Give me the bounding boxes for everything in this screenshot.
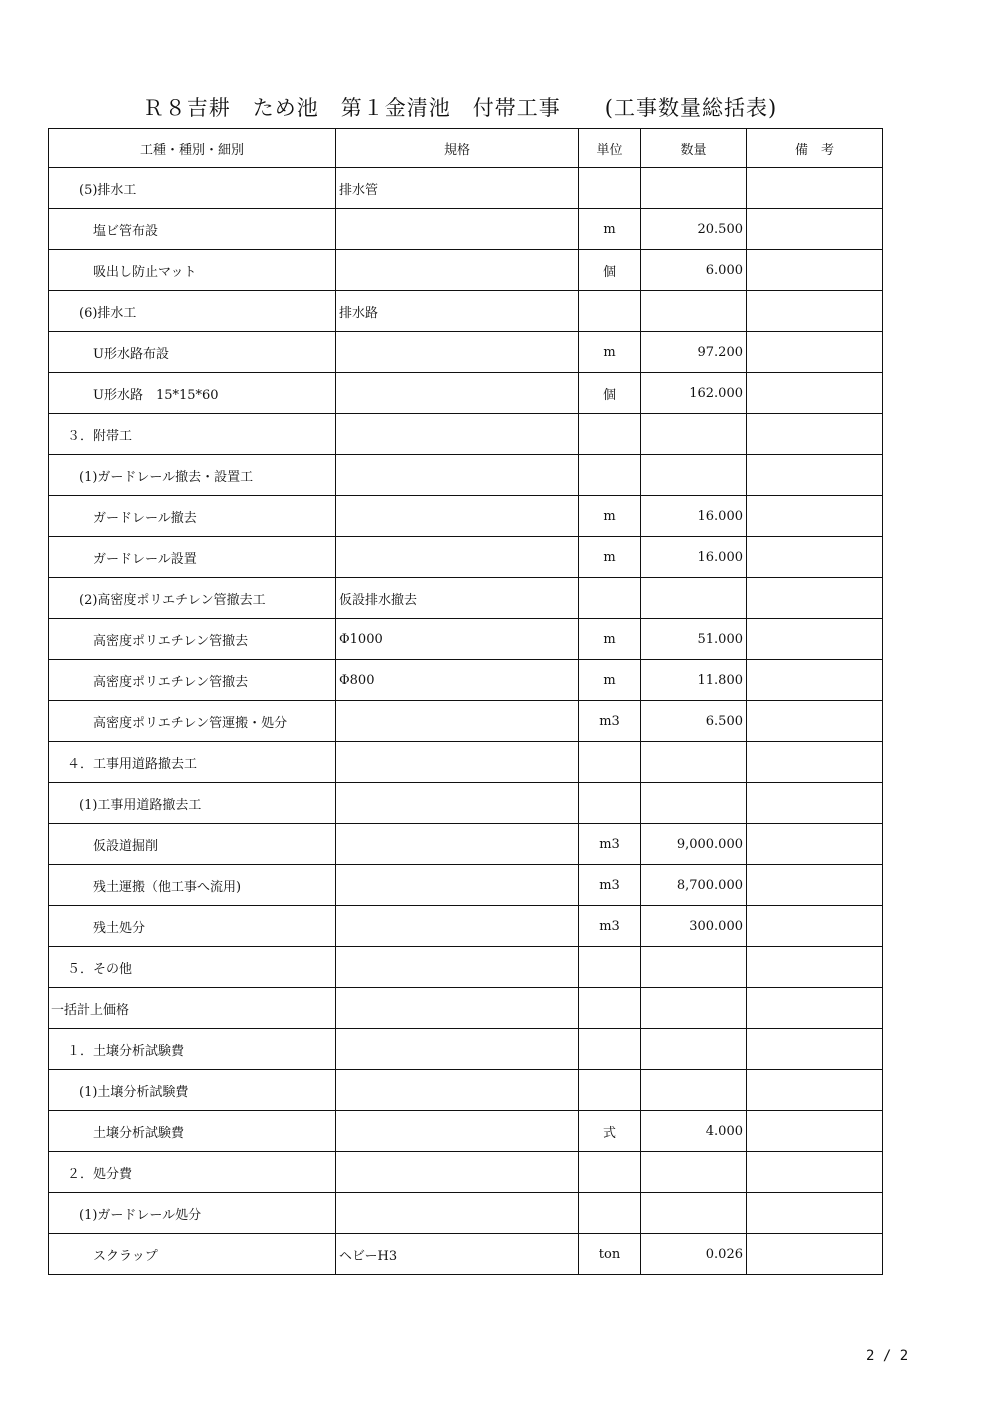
- cell-qty: 97.200: [641, 332, 747, 373]
- cell-unit: [579, 455, 641, 496]
- cell-note: [747, 1234, 883, 1275]
- table-row: [49, 619, 883, 660]
- table-row: [49, 988, 883, 1029]
- document-title: Ｒ８吉耕 ため池 第１金清池 付帯工事 (工事数量総括表): [142, 96, 778, 120]
- table-row: [49, 455, 883, 496]
- cell-item: ４．工事用道路撤去工: [49, 742, 336, 783]
- cell-spec: [336, 209, 579, 250]
- cell-spec: [336, 1193, 579, 1234]
- cell-item: 一括計上価格: [49, 988, 336, 1029]
- cell-spec: [336, 1111, 579, 1152]
- cell-item: 高密度ポリエチレン管運搬・処分: [49, 701, 336, 742]
- cell-qty: [641, 783, 747, 824]
- table-row: [49, 1070, 883, 1111]
- cell-unit: [579, 1152, 641, 1193]
- cell-spec: [336, 988, 579, 1029]
- cell-qty: [641, 455, 747, 496]
- cell-unit: 個: [579, 250, 641, 291]
- cell-item: (6)排水工: [49, 291, 336, 332]
- table-row: [49, 660, 883, 701]
- cell-qty: [641, 168, 747, 209]
- cell-qty: [641, 1193, 747, 1234]
- cell-note: [747, 947, 883, 988]
- cell-note: [747, 865, 883, 906]
- cell-qty: 20.500: [641, 209, 747, 250]
- table-body: [49, 168, 883, 1275]
- table-row: [49, 332, 883, 373]
- cell-spec: [336, 537, 579, 578]
- cell-spec: [336, 1029, 579, 1070]
- cell-spec: [336, 865, 579, 906]
- table-row: [49, 496, 883, 537]
- table-row: [49, 865, 883, 906]
- cell-unit: ton: [579, 1234, 641, 1275]
- cell-unit: 個: [579, 373, 641, 414]
- cell-unit: [579, 578, 641, 619]
- page-number: 2 / 2: [866, 1348, 909, 1364]
- cell-spec: [336, 1070, 579, 1111]
- header-unit: 単位: [579, 129, 641, 168]
- cell-unit: [579, 988, 641, 1029]
- cell-note: [747, 250, 883, 291]
- cell-note: [747, 906, 883, 947]
- table-row: [49, 250, 883, 291]
- cell-spec: [336, 906, 579, 947]
- cell-unit: [579, 742, 641, 783]
- cell-spec: [336, 373, 579, 414]
- cell-qty: 9,000.000: [641, 824, 747, 865]
- cell-note: [747, 455, 883, 496]
- cell-unit: m: [579, 496, 641, 537]
- cell-spec: [336, 250, 579, 291]
- header-spec: 規格: [336, 129, 579, 168]
- table-row: [49, 947, 883, 988]
- table-row: [49, 1111, 883, 1152]
- cell-qty: 6.500: [641, 701, 747, 742]
- cell-note: [747, 291, 883, 332]
- cell-item: ガードレール撤去: [49, 496, 336, 537]
- cell-spec: Φ1000: [336, 619, 579, 660]
- header-item: 工種・種別・細別: [49, 129, 336, 168]
- cell-note: [747, 824, 883, 865]
- cell-unit: [579, 291, 641, 332]
- cell-unit: m: [579, 332, 641, 373]
- cell-qty: [641, 414, 747, 455]
- cell-note: [747, 209, 883, 250]
- cell-note: [747, 742, 883, 783]
- cell-unit: [579, 1029, 641, 1070]
- cell-note: [747, 578, 883, 619]
- table-row: [49, 701, 883, 742]
- cell-item: 残土処分: [49, 906, 336, 947]
- cell-qty: 11.800: [641, 660, 747, 701]
- cell-note: [747, 414, 883, 455]
- cell-spec: Φ800: [336, 660, 579, 701]
- cell-spec: [336, 332, 579, 373]
- table-row: [49, 824, 883, 865]
- cell-unit: m: [579, 660, 641, 701]
- cell-unit: m: [579, 209, 641, 250]
- cell-item: 残土運搬（他工事へ流用): [49, 865, 336, 906]
- table-row: [49, 1029, 883, 1070]
- cell-qty: [641, 742, 747, 783]
- cell-item: 高密度ポリエチレン管撤去: [49, 619, 336, 660]
- cell-note: [747, 701, 883, 742]
- table-row: [49, 168, 883, 209]
- cell-note: [747, 619, 883, 660]
- table-row: [49, 373, 883, 414]
- cell-unit: [579, 168, 641, 209]
- cell-note: [747, 1029, 883, 1070]
- header-qty: 数量: [641, 129, 747, 168]
- cell-unit: [579, 947, 641, 988]
- cell-spec: [336, 701, 579, 742]
- cell-item: (5)排水工: [49, 168, 336, 209]
- cell-note: [747, 332, 883, 373]
- cell-qty: [641, 1070, 747, 1111]
- cell-note: [747, 660, 883, 701]
- cell-qty: [641, 578, 747, 619]
- table-header-row: [49, 129, 883, 168]
- cell-unit: m3: [579, 865, 641, 906]
- cell-qty: 0.026: [641, 1234, 747, 1275]
- cell-item: ３．附帯工: [49, 414, 336, 455]
- table-row: [49, 1152, 883, 1193]
- cell-qty: [641, 947, 747, 988]
- table-row: [49, 742, 883, 783]
- table-row: [49, 209, 883, 250]
- cell-unit: [579, 1193, 641, 1234]
- cell-qty: 16.000: [641, 537, 747, 578]
- cell-item: 高密度ポリエチレン管撤去: [49, 660, 336, 701]
- table-row: [49, 291, 883, 332]
- cell-spec: [336, 824, 579, 865]
- cell-qty: 6.000: [641, 250, 747, 291]
- table-row: [49, 414, 883, 455]
- quantity-summary-table: [48, 128, 883, 1275]
- cell-spec: [336, 414, 579, 455]
- cell-note: [747, 496, 883, 537]
- cell-unit: m3: [579, 906, 641, 947]
- cell-spec: 仮設排水撤去: [336, 578, 579, 619]
- table-row: [49, 906, 883, 947]
- cell-qty: [641, 1152, 747, 1193]
- cell-spec: [336, 1152, 579, 1193]
- cell-item: 吸出し防止マット: [49, 250, 336, 291]
- cell-unit: m: [579, 619, 641, 660]
- table-row: [49, 537, 883, 578]
- cell-item: ５．その他: [49, 947, 336, 988]
- cell-qty: 300.000: [641, 906, 747, 947]
- cell-item: U形水路布設: [49, 332, 336, 373]
- cell-note: [747, 168, 883, 209]
- cell-spec: [336, 783, 579, 824]
- cell-item: (1)ガードレール撤去・設置工: [49, 455, 336, 496]
- table-row: [49, 783, 883, 824]
- cell-item: ２．処分費: [49, 1152, 336, 1193]
- cell-note: [747, 373, 883, 414]
- cell-item: スクラップ: [49, 1234, 336, 1275]
- cell-qty: 16.000: [641, 496, 747, 537]
- cell-note: [747, 783, 883, 824]
- table-row: [49, 1234, 883, 1275]
- cell-spec: [336, 947, 579, 988]
- cell-spec: 排水路: [336, 291, 579, 332]
- cell-item: 塩ビ管布設: [49, 209, 336, 250]
- table-row: [49, 578, 883, 619]
- cell-unit: [579, 414, 641, 455]
- cell-unit: 式: [579, 1111, 641, 1152]
- cell-spec: [336, 742, 579, 783]
- cell-note: [747, 1152, 883, 1193]
- cell-spec: [336, 455, 579, 496]
- cell-note: [747, 1070, 883, 1111]
- header-note: 備 考: [747, 129, 883, 168]
- cell-qty: [641, 1029, 747, 1070]
- cell-item: (1)ガードレール処分: [49, 1193, 336, 1234]
- cell-unit: m3: [579, 701, 641, 742]
- cell-spec: 排水管: [336, 168, 579, 209]
- cell-note: [747, 1193, 883, 1234]
- cell-spec: ヘビーH3: [336, 1234, 579, 1275]
- cell-item: ガードレール設置: [49, 537, 336, 578]
- table-row: [49, 1193, 883, 1234]
- cell-item: (1)工事用道路撤去工: [49, 783, 336, 824]
- cell-note: [747, 1111, 883, 1152]
- cell-item: １．土壌分析試験費: [49, 1029, 336, 1070]
- cell-qty: 4.000: [641, 1111, 747, 1152]
- cell-unit: m: [579, 537, 641, 578]
- cell-qty: [641, 988, 747, 1029]
- cell-qty: 8,700.000: [641, 865, 747, 906]
- cell-spec: [336, 496, 579, 537]
- cell-item: (2)高密度ポリエチレン管撤去工: [49, 578, 336, 619]
- cell-note: [747, 988, 883, 1029]
- cell-unit: [579, 783, 641, 824]
- cell-item: U形水路 15*15*60: [49, 373, 336, 414]
- cell-unit: [579, 1070, 641, 1111]
- cell-unit: m3: [579, 824, 641, 865]
- cell-qty: [641, 291, 747, 332]
- cell-qty: 51.000: [641, 619, 747, 660]
- cell-item: (1)土壌分析試験費: [49, 1070, 336, 1111]
- cell-item: 土壌分析試験費: [49, 1111, 336, 1152]
- cell-note: [747, 537, 883, 578]
- cell-qty: 162.000: [641, 373, 747, 414]
- cell-item: 仮設道掘削: [49, 824, 336, 865]
